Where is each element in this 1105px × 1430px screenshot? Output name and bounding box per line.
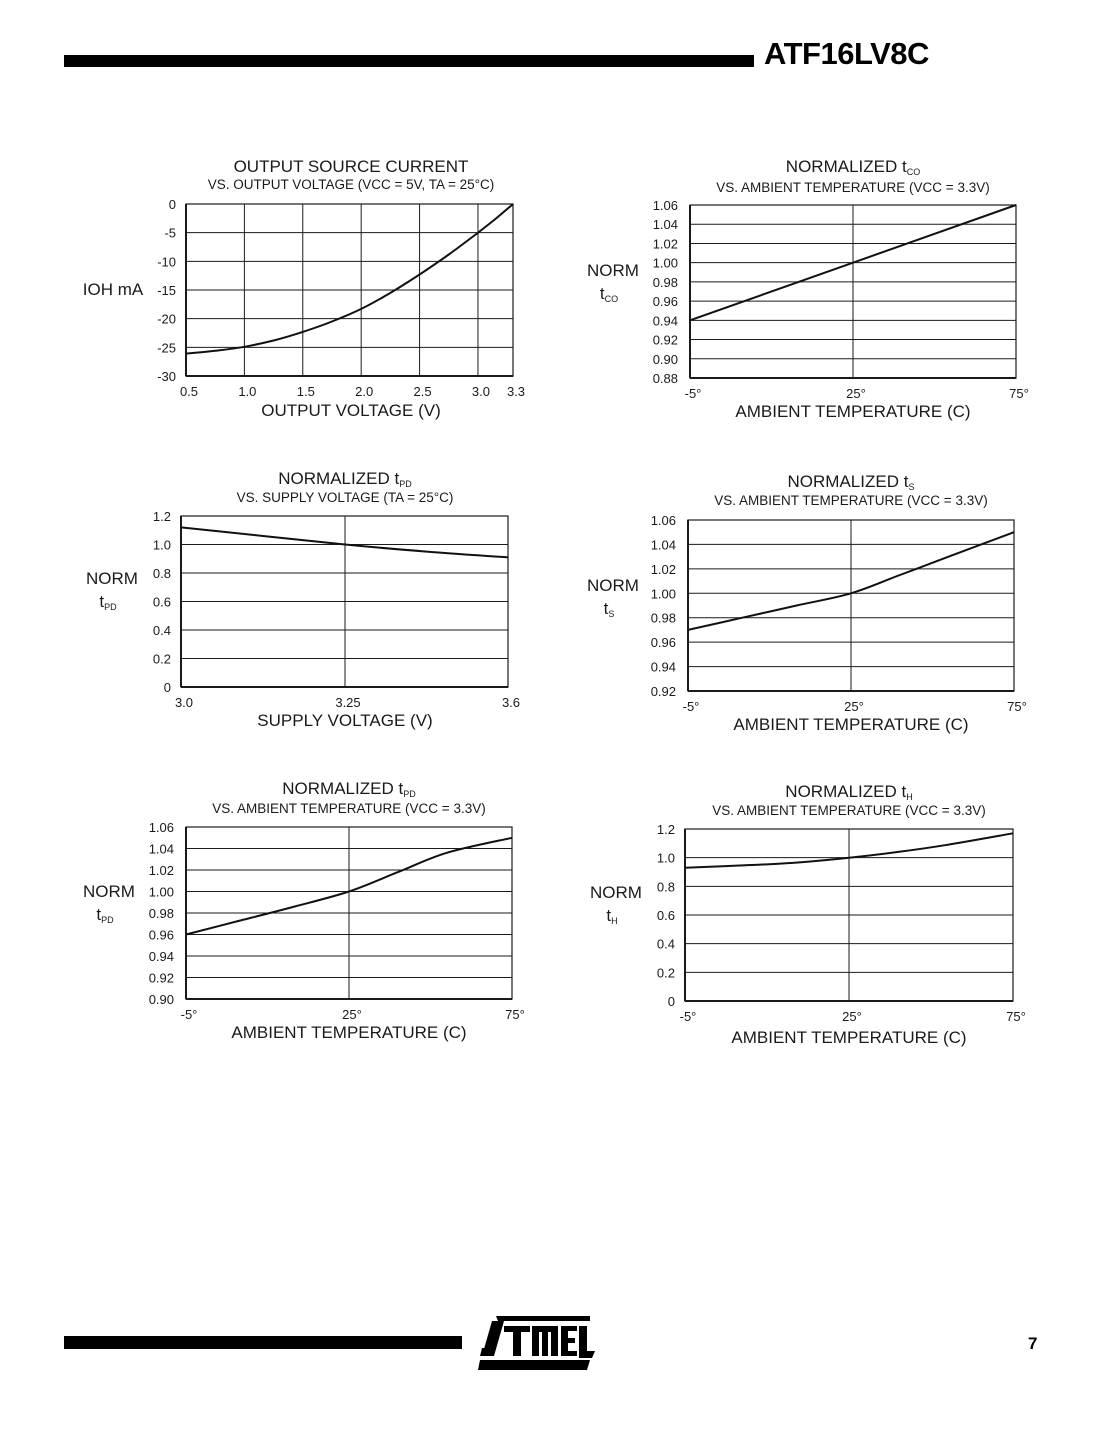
footer-rule [64,1336,462,1349]
chart-title: NORMALIZED tPD [282,779,416,799]
y-tick-label: 1.04 [650,537,676,553]
x-tick-label: 3.0 [471,384,491,399]
x-tick-label: 0.5 [179,384,199,399]
y-tick-label: -30 [157,369,176,384]
y-tick-label: 0.98 [148,906,174,921]
chart-subtitle: VS. AMBIENT TEMPERATURE (VCC = 3.3V) [712,803,986,818]
y-axis-label: NORM [587,576,639,595]
y-tick-label: 1.2 [656,822,675,837]
y-axis-label-symbol: tPD [99,592,117,612]
y-axis-label: NORM [590,883,642,902]
y-axis-label: IOH mA [82,280,144,299]
y-tick-label: 1.06 [148,820,174,835]
x-tick-label: 2.0 [355,384,374,399]
y-tick-label: 0.2 [656,965,675,981]
x-axis-label: SUPPLY VOLTAGE (V) [257,711,433,730]
x-axis-label: AMBIENT TEMPERATURE (C) [735,402,971,421]
y-tick-label: 0.4 [152,623,171,638]
y-tick-label: -25 [157,340,176,356]
y-tick-label: 0.4 [656,936,675,952]
y-tick-label: -20 [157,311,176,327]
y-tick-label: 0.98 [652,274,678,290]
y-tick-label: -15 [157,283,176,298]
y-tick-label: 0.90 [652,351,678,367]
y-tick-label: 1.2 [152,509,171,524]
y-tick-label: 0.94 [148,949,174,964]
x-tick-label: -5° [682,699,700,714]
atmel-logo-icon [478,1316,596,1372]
x-tick-label: 3.25 [335,695,361,710]
y-tick-label: 0.96 [652,294,678,310]
y-tick-label: 0.94 [652,313,678,329]
x-tick-label: 1.0 [238,384,257,399]
x-tick-label: 25° [844,699,864,714]
chart-ioh [83,157,525,420]
y-axis-label: NORM [83,882,135,901]
x-tick-label: 2.5 [413,384,432,399]
x-tick-label: 75° [1009,386,1029,401]
y-axis-label-symbol: tPD [96,905,114,925]
x-tick-label: 3.3 [506,384,526,399]
y-tick-label: 0.92 [652,332,678,348]
y-tick-label: 0.88 [652,371,678,386]
chart-tpd-vcc [86,469,520,730]
chart-ts [587,472,1027,734]
y-tick-label: 1.04 [148,841,174,857]
x-tick-label: 1.5 [296,384,315,399]
page-number: 7 [1028,1334,1038,1353]
y-tick-label: -5 [164,225,176,241]
chart-tpd-temp [83,779,525,1042]
y-tick-label: 0.8 [152,566,171,581]
x-tick-label: 25° [342,1007,362,1022]
y-tick-label: 0 [667,994,675,1009]
y-tick-label: 1.06 [650,513,676,528]
y-tick-label: 1.0 [152,537,171,553]
x-tick-label: 75° [1006,1009,1026,1024]
y-tick-label: 1.02 [652,236,678,252]
y-tick-label: 0.96 [148,927,174,943]
y-tick-label: 1.00 [650,586,676,602]
y-tick-label: 0.2 [152,651,171,667]
chart-title: OUTPUT SOURCE CURRENT [233,157,469,176]
x-tick-label: 75° [505,1007,525,1022]
y-axis-label: NORM [86,569,138,588]
y-tick-label: 0.8 [656,879,675,895]
y-tick-label: 1.02 [148,863,174,878]
y-axis-label-symbol: tCO [599,284,619,304]
y-tick-label: 1.06 [652,198,678,213]
y-tick-label: 1.04 [652,217,678,233]
x-tick-label: -5° [679,1009,697,1024]
y-tick-label: 1.0 [656,850,675,866]
y-tick-label: 0.96 [650,635,676,651]
x-tick-label: -5° [684,386,702,401]
x-tick-label: 3.0 [174,695,194,710]
chart-title: NORMALIZED tPD [278,469,412,489]
y-tick-label: 0.6 [152,594,171,610]
chart-subtitle: VS. AMBIENT TEMPERATURE (VCC = 3.3V) [716,180,990,195]
y-tick-label: 0.6 [656,908,675,923]
x-tick-label: 75° [1007,699,1027,714]
y-axis-label-symbol: tS [603,599,615,619]
chart-tco [587,157,1029,421]
x-axis-label: OUTPUT VOLTAGE (V) [261,401,441,420]
chart-title: NORMALIZED tS [787,472,915,492]
y-tick-label: 1.02 [650,561,676,577]
y-tick-label: 1.00 [148,884,174,900]
y-tick-label: 0 [168,197,176,212]
chart-subtitle: VS. AMBIENT TEMPERATURE (VCC = 3.3V) [212,801,486,816]
data-curve [186,204,513,354]
document-title: ATF16LV8C [764,36,929,71]
y-axis-label-symbol: tH [606,906,618,926]
x-axis-label: AMBIENT TEMPERATURE (C) [231,1023,467,1042]
x-axis-label: AMBIENT TEMPERATURE (C) [731,1028,967,1047]
chart-title: NORMALIZED tH [785,782,913,802]
y-tick-label: 0.98 [650,610,676,626]
chart-subtitle: VS. SUPPLY VOLTAGE (TA = 25°C) [236,490,454,505]
x-tick-label: -5° [180,1007,198,1022]
chart-subtitle: VS. OUTPUT VOLTAGE (VCC = 5V, TA = 25°C) [207,177,495,192]
y-tick-label: 0.92 [650,684,676,699]
y-tick-label: -10 [157,254,176,270]
x-axis-label: AMBIENT TEMPERATURE (C) [733,715,969,734]
y-tick-label: 1.00 [652,255,678,271]
y-tick-label: 0.90 [148,992,174,1007]
y-axis-label: NORM [587,261,639,280]
chart-subtitle: VS. AMBIENT TEMPERATURE (VCC = 3.3V) [714,493,988,508]
x-tick-label: 25° [842,1009,862,1024]
y-tick-label: 0.92 [148,970,174,986]
chart-th [590,782,1026,1047]
x-tick-label: 3.6 [501,695,521,710]
y-tick-label: 0.94 [650,659,676,675]
chart-title: NORMALIZED tCO [785,157,921,177]
y-tick-label: 0 [163,680,171,695]
x-tick-label: 25° [846,386,866,401]
